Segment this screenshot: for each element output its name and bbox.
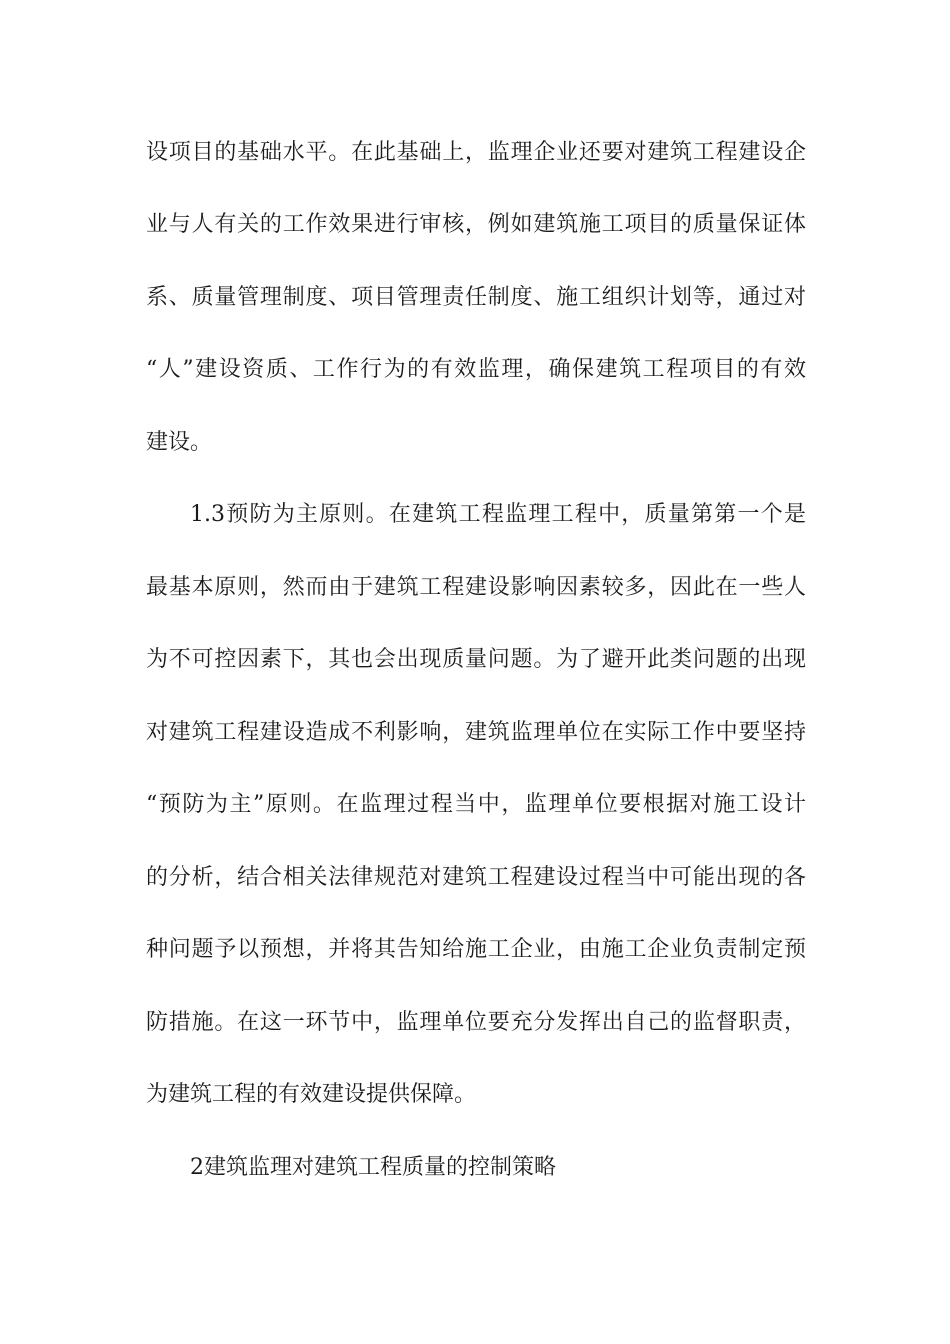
text-line-content: 种问题予以预想，并将其告知给施工企业，由施工企业负责制定预 (146, 937, 806, 962)
text-line-content: 业与人有关的工作效果进行审核，例如建筑施工项目的质量保证体 (146, 212, 806, 237)
text-line-content: 对建筑工程建设造成不利影响，建筑监理单位在实际工作中要坚持 (146, 720, 806, 745)
text-line-content: “人”建设资质、工作行为的有效监理，确保建筑工程项目的有效 (146, 357, 806, 382)
text-line-content: 1.3预防为主原则。在建筑工程监理工程中，质量第第一个是 (190, 502, 806, 527)
text-line-content: 防措施。在这一环节中，监理单位要充分发挥出自己的监督职责， (146, 1010, 806, 1035)
text-line-content: “预防为主”原则。在监理过程当中，监理单位要根据对施工设计 (146, 792, 806, 817)
text-line-content: 的分析，结合相关法律规范对建筑工程建设过程当中可能出现的各 (146, 865, 806, 890)
text-line-content: 设项目的基础水平。在此基础上，监理企业还要对建筑工程建设企 (146, 140, 806, 165)
text-line-content: 为建筑工程的有效建设提供保障。 (146, 1082, 477, 1107)
text-line-content: 最基本原则，然而由于建筑工程建设影响因素较多，因此在一些人 (146, 575, 806, 600)
section-heading-text: 2建筑监理对建筑工程质量的控制策略 (190, 1155, 556, 1180)
text-line-content: 系、质量管理制度、项目管理责任制度、施工组织计划等，通过对 (146, 285, 806, 310)
text-line-content: 建设。 (146, 430, 213, 455)
text-line-content: 为不可控因素下，其也会出现质量问题。为了避开此类问题的出现 (146, 647, 806, 672)
